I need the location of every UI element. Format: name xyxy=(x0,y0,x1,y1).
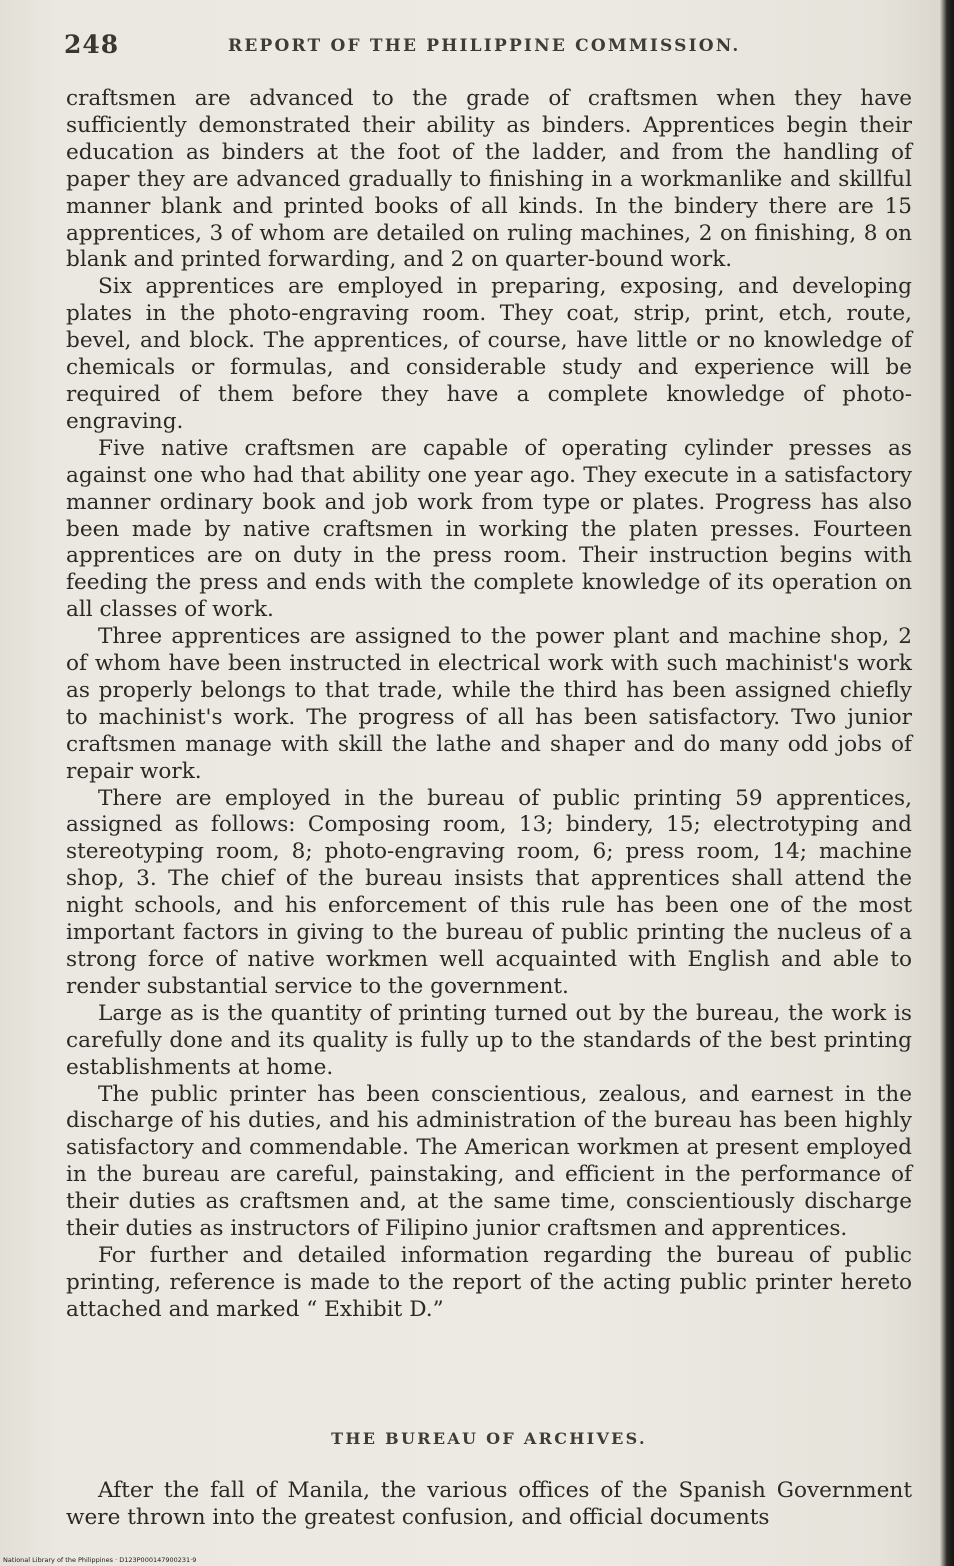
running-head: REPORT OF THE PHILIPPINE COMMISSION. xyxy=(228,36,741,56)
page-header xyxy=(64,26,920,66)
paragraph-machine-shop: Three apprentices are assigned to the power plant and machine shop, 2 of whom have been instructed in electrical work with such machinist's work as properly belongs to that trade, while the third has been assigned chiefly to machinist's work. The progress of all has been satisfactory. Two junior craftsmen manage with skill the lathe and shaper and do many odd jobs of repair work. xyxy=(66,624,912,784)
paragraph-public-printer: The public printer has been conscientious, zealous, and earnest in the discharge of his duties, and his administration of the bureau has been highly satisfactory and commendable. The American workmen at present employed in the bureau are careful, painstaking, and efficient in the performance of their duties as craftsmen and, at the same time, conscientiously discharge their duties as instructors of Filipino junior craftsmen and apprentices. xyxy=(66,1081,912,1242)
page-number: 248 xyxy=(64,30,120,59)
scan-credit: National Library of the Philippines · D123P000147900231·9 xyxy=(3,1556,197,1564)
body-text xyxy=(66,86,912,1324)
paragraph-exhibit-reference: For further and detailed information regarding the bureau of public printing, reference is made to the report of the acting public printer hereto attached and marked “ Exhibit D.” xyxy=(66,1242,912,1322)
section-text xyxy=(66,1478,912,1532)
book-spine-shadow xyxy=(940,0,954,1566)
paragraph-bindery: craftsmen are advanced to the grade of craftsmen when they have sufficiently demonstrated their ability as binders. Apprentices begin their education as binders at the foot of the ladder, and from the handling of paper they are advanced gradually to finishing in a workmanlike and skillful manner blank and printed books of all kinds. In the bindery there are 15 apprentices, 3 of whom are detailed on ruling machines, 2 on finishing, 8 on blank and printed forwarding, and 2 on quarter-bound work. xyxy=(66,86,912,273)
paragraph-apprentice-count: There are employed in the bureau of public printing 59 apprentices, assigned as follows: Composing room, 13; bindery, 15; electrotyping and stereotyping room, 8; photo-engraving room, 6; press room, 14; machine shop, 3. The chief of the bureau insists that apprentices shall attend the night schools, and his enforcement of this rule has been one of the most important factors in giving to the bureau of public printing the nucleus of a strong force of native workmen well acquainted with English and able to render substantial service to the government. xyxy=(66,785,912,999)
paragraph-print-quality: Large as is the quantity of printing turned out by the bureau, the work is carefully done and its quality is fully up to the standards of the best printing establishments at home. xyxy=(66,1000,912,1080)
paragraph-photo-engraving: Six apprentices are employed in preparing, exposing, and developing plates in the photo-engraving room. They coat, strip, print, etch, route, bevel, and block. The apprentices, of course, have little or no knowledge of chemicals or formulas, and considerable study and experience will be required of them before they have a complete knowledge of photo-engraving. xyxy=(66,274,912,434)
paragraph-press-room: Five native craftsmen are capable of operating cylinder presses as against one who had that ability one year ago. They execute in a satisfactory manner ordinary book and job work from type or plates. Progress has also been made by native craftsmen in working the platen presses. Fourteen apprentices are on duty in the press room. Their instruction begins with feeding the press and ends with the complete knowledge of its operation on all classes of work. xyxy=(66,435,912,623)
paragraph-archives: After the fall of Manila, the various offices of the Spanish Government were thrown into the greatest confusion, and official documents xyxy=(66,1478,912,1530)
section-heading: THE BUREAU OF ARCHIVES. xyxy=(331,1429,647,1448)
